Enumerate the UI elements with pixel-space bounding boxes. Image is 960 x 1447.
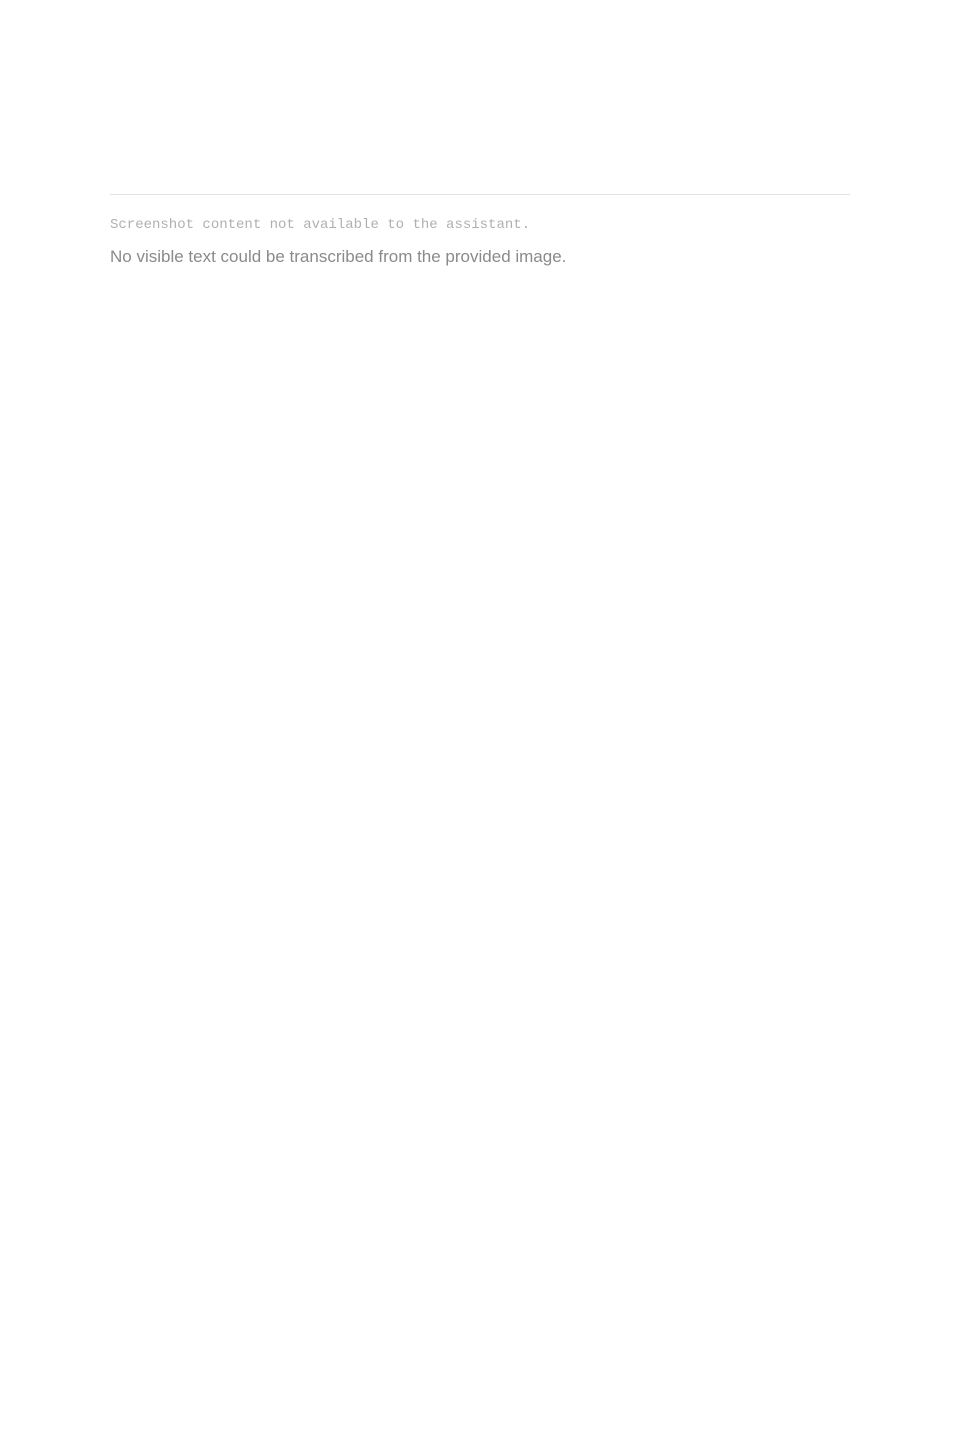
content-block (110, 194, 850, 271)
body-text: No visible text could be transcribed from the provided image. (110, 247, 567, 266)
status-label: Screenshot content not available to the assistant. (110, 217, 531, 233)
